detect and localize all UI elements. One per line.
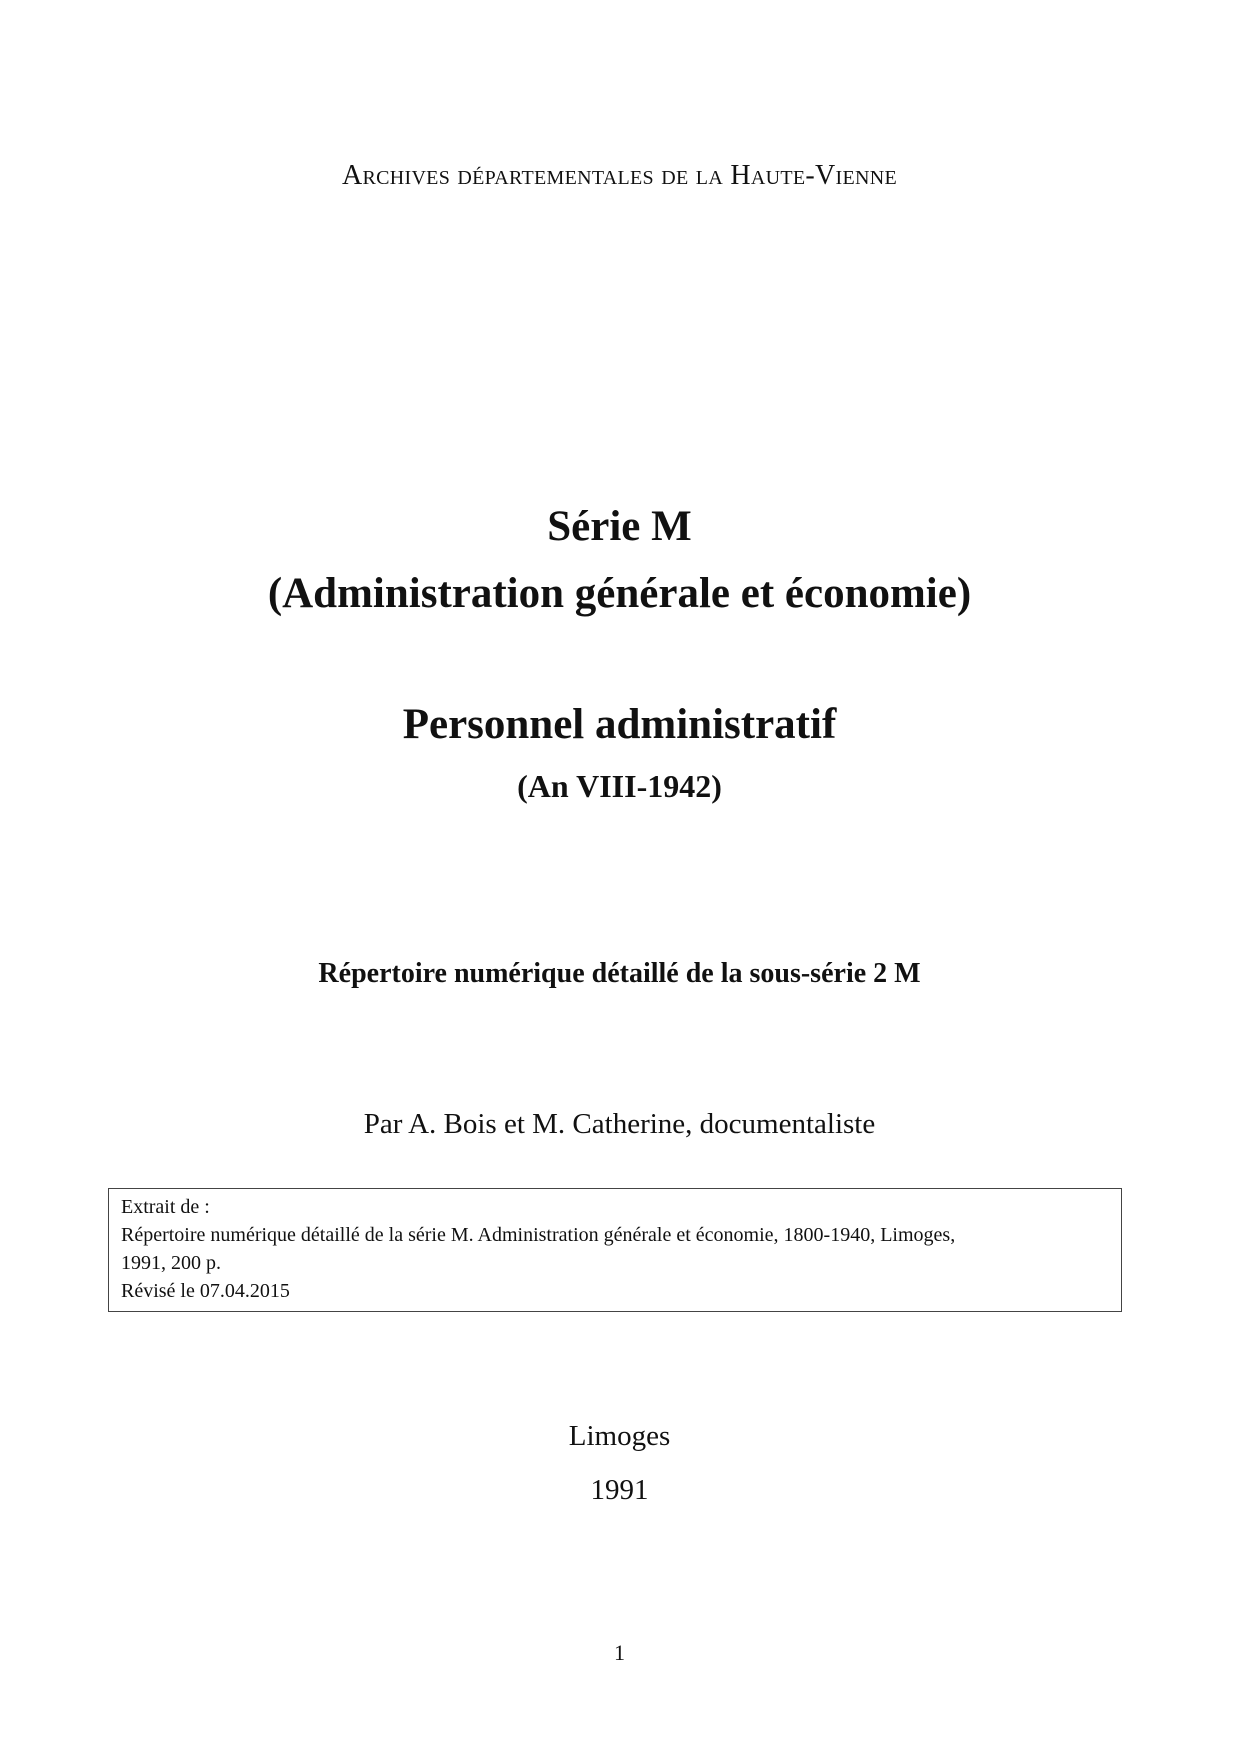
- repertoire-title: Répertoire numérique détaillé de la sous-série 2 M: [318, 958, 921, 989]
- series-title: Série M: [547, 503, 692, 550]
- date-range: (An VIII-1942): [517, 768, 722, 804]
- institution-header: Archives départementales de la Haute-Vienne: [341, 160, 898, 191]
- authors-line: Par A. Bois et M. Catherine, documentaliste: [363, 1108, 876, 1140]
- publication-place: Limoges: [568, 1420, 671, 1452]
- page-number: 1: [614, 1640, 625, 1665]
- series-subject: (Administration générale et économie): [267, 570, 972, 617]
- extract-line: Répertoire numérique détaillé de la série M. Administration générale et économie, 1800-1940, Limoges,: [121, 1224, 956, 1246]
- extract-line: Extrait de :: [121, 1196, 210, 1218]
- extract-line: Révisé le 07.04.2015: [121, 1280, 290, 1302]
- document-subtitle: Personnel administratif: [402, 701, 837, 748]
- extract-box: [108, 1188, 1122, 1312]
- extract-line: 1991, 200 p.: [121, 1252, 221, 1274]
- publication-year: 1991: [590, 1474, 649, 1506]
